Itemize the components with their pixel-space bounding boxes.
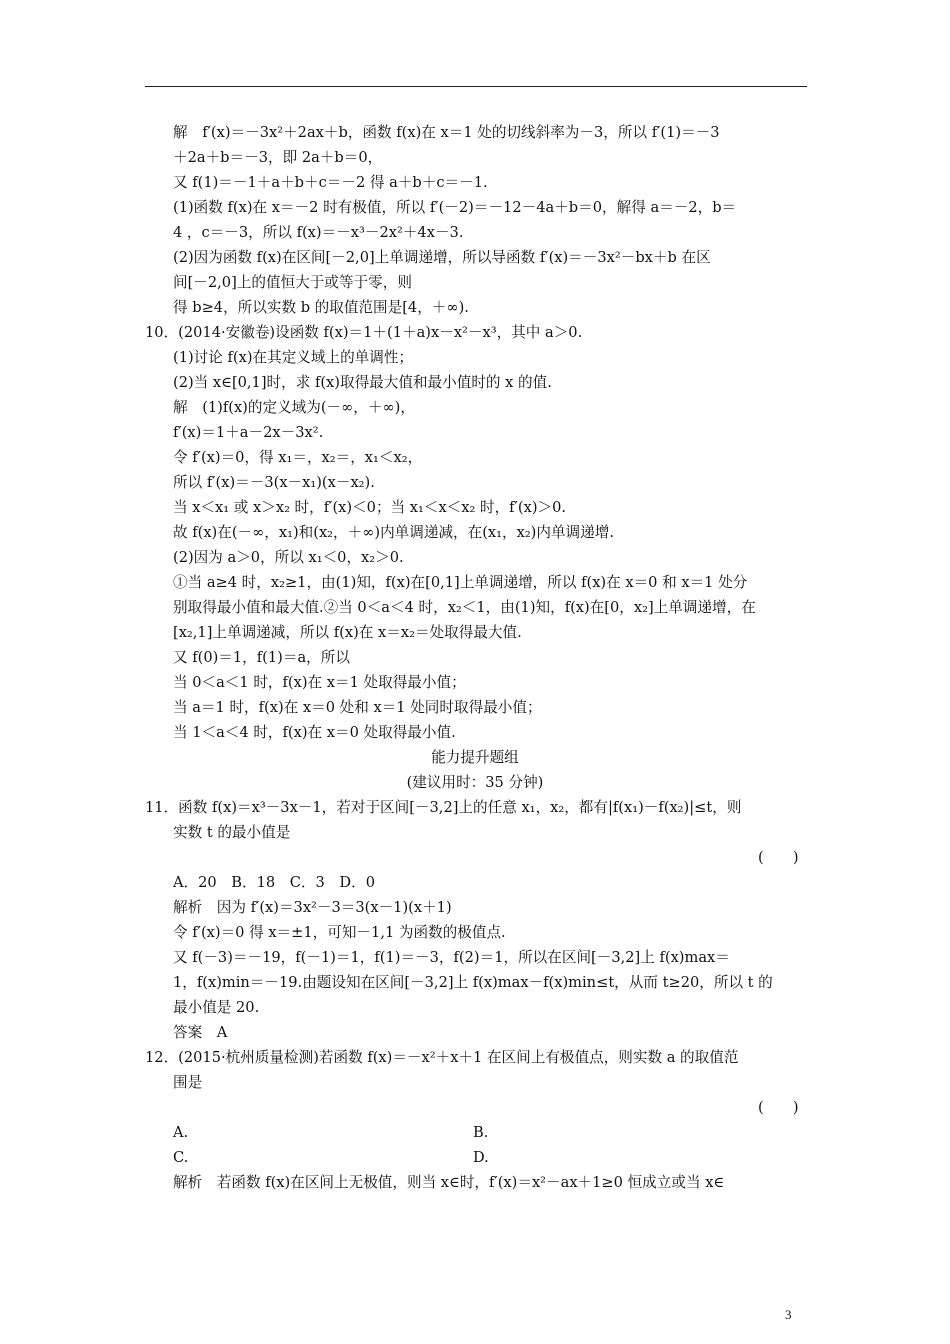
text-line: (2)因为 a＞0，所以 x₁＜0，x₂＞0. <box>173 549 404 566</box>
option-a: A. <box>173 1124 189 1141</box>
text-line: 所以 f′(x)＝－3(x－x₁)(x－x₂). <box>173 474 375 491</box>
text-line: 故 f(x)在(－∞，x₁)和(x₂，＋∞)内单调递减，在(x₁，x₂)内单调递增. <box>173 524 614 541</box>
text-line: (1)讨论 f(x)在其定义域上的单调性； <box>173 349 414 366</box>
text-line: (1)函数 f(x)在 x＝－2 时有极值，所以 f′(－2)＝－12－4a＋b＝0，解得 a＝－2，b＝ <box>173 199 737 216</box>
option-d: D. <box>473 1149 489 1166</box>
text-line: 又 f(0)＝1，f(1)＝a，所以 <box>173 649 350 666</box>
option-b: B. <box>473 1124 489 1141</box>
header-rule <box>145 86 807 87</box>
question-10-stem: 10．(2014·安徽卷)设函数 f(x)＝1＋(1＋a)x－x²－x³，其中 a＞0. <box>145 324 583 341</box>
question-11-stem: 11．函数 f(x)＝x³－3x－1，若对于区间[－3,2]上的任意 x₁，x₂，都有|f(x₁)－f(x₂)|≤t，则 <box>145 799 742 816</box>
text-line: 别取得最小值和最大值.②当 0＜a＜4 时，x₂＜1，由(1)知，f(x)在[0，x₂]上单调递增，在 <box>173 599 756 616</box>
text-line: (2)当 x∈[0,1]时，求 f(x)取得最大值和最小值时的 x 的值. <box>173 374 552 391</box>
page-number: 3 <box>785 1307 792 1322</box>
text-line: 得 b≥4，所以实数 b 的取值范围是[4，＋∞). <box>173 299 469 316</box>
text-line: 当 a＝1 时，f(x)在 x＝0 处和 x＝1 处同时取得最小值； <box>173 699 542 716</box>
text-line: f′(x)＝1＋a－2x－3x². <box>173 424 324 441</box>
text-line: 间[－2,0]上的值恒大于或等于零，则 <box>173 274 412 291</box>
text-line: 最小值是 20. <box>173 999 260 1016</box>
answer-bracket: ( ) <box>758 849 799 866</box>
text-line: 又 f(－3)＝－19，f(－1)＝1，f(1)＝－3，f(2)＝1，所以在区间[－3,2]上 f(x)max＝ <box>173 949 730 966</box>
section-heading: 能力提升题组 <box>431 749 519 766</box>
section-subheading: (建议用时：35 分钟) <box>406 774 544 791</box>
text-line: 又 f(1)＝－1＋a＋b＋c＝－2 得 a＋b＋c＝－1. <box>173 174 488 191</box>
text-line: 4 ，c＝－3，所以 f(x)＝－x³－2x²＋4x－3. <box>173 224 464 241</box>
text-line: 当 1＜a＜4 时，f(x)在 x＝0 处取得最小值. <box>173 724 456 741</box>
text-line: [x₂,1]上单调递减，所以 f(x)在 x＝x₂＝处取得最大值. <box>173 624 522 641</box>
text-line: 解析 若函数 f(x)在区间上无极值，则当 x∈时，f′(x)＝x²－ax＋1≥0 恒成立或当 x∈ <box>173 1174 725 1191</box>
question-12-stem: 12．(2015·杭州质量检测)若函数 f(x)＝－x²＋x＋1 在区间上有极值点，则实数 a 的取值范 <box>145 1049 739 1066</box>
text-line: 令 f′(x)＝0 得 x＝±1，可知－1,1 为函数的极值点. <box>173 924 506 941</box>
text-line: 解 (1)f(x)的定义域为(－∞，＋∞)， <box>173 399 415 416</box>
text-line: ①当 a≥4 时，x₂≥1，由(1)知，f(x)在[0,1]上单调递增，所以 f(x)在 x＝0 和 x＝1 处分 <box>173 574 748 591</box>
answer-line: 答案 A <box>173 1024 228 1041</box>
text-line: 当 x＜x₁ 或 x＞x₂ 时，f′(x)＜0；当 x₁＜x＜x₂ 时，f′(x)＞0. <box>173 499 567 516</box>
answer-bracket: ( ) <box>758 1099 799 1116</box>
text-line: 实数 t 的最小值是 <box>173 824 291 841</box>
text-line: 当 0＜a＜1 时，f(x)在 x＝1 处取得最小值； <box>173 674 466 691</box>
text-line: 围是 <box>173 1074 203 1091</box>
text-line: 1，f(x)min＝－19.由题设知在区间[－3,2]上 f(x)max－f(x)min≤t，从而 t≥20，所以 t 的 <box>173 974 773 991</box>
text-line: 解 f′(x)＝－3x²＋2ax＋b，函数 f(x)在 x＝1 处的切线斜率为－3，所以 f′(1)＝－3 <box>173 124 720 141</box>
text-line: ＋2a＋b＝－3，即 2a＋b＝0， <box>173 149 383 166</box>
answer-options: A．20 B．18 C．3 D．0 <box>173 874 375 891</box>
text-line: (2)因为函数 f(x)在区间[－2,0]上单调递增，所以导函数 f′(x)＝－3x²－bx＋b 在区 <box>173 249 711 266</box>
text-line: 解析 因为 f′(x)＝3x²－3＝3(x－1)(x＋1) <box>173 899 452 916</box>
option-c: C. <box>173 1149 189 1166</box>
text-line: 令 f′(x)＝0，得 x₁＝，x₂＝，x₁＜x₂， <box>173 449 423 466</box>
